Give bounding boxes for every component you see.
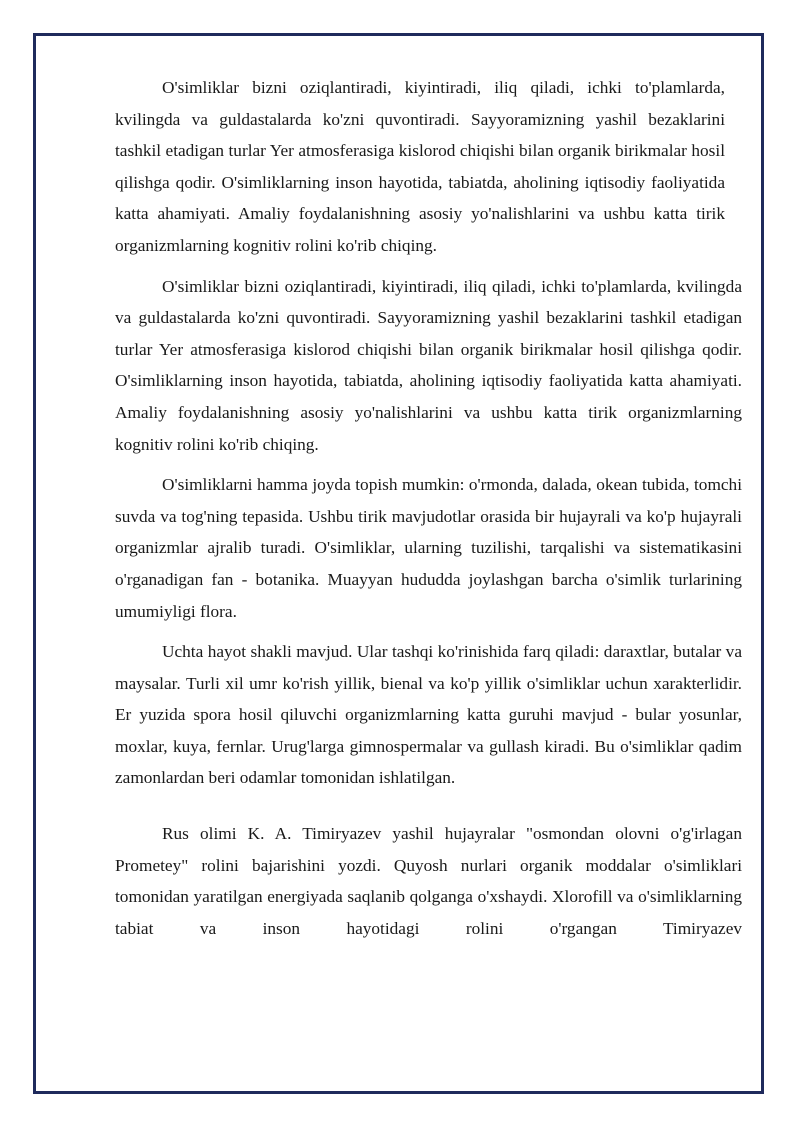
- document-body: [115, 72, 742, 944]
- paragraph-5: Rus olimi K. A. Timiryazev yashil hujayralar "osmondan olovni o'g'irlagan Prometey" rolini bajarishini yozdi. Quyosh nurlari organik moddalar o'simliklari tomonidan yaratilgan energiyada saqlanib qolganga o'xshaydi. Xlorofill va o'simliklarning tabiat va inson hayotidagi rolini o'rgangan Timiryazev: [115, 824, 742, 938]
- paragraph-1: O'simliklar bizni oziqlantiradi, kiyintiradi, iliq qiladi, ichki to'plamlarda, kvilingda va guldastalarda ko'zni quvontiradi. Sayyoramizning yashil bezaklarini tashkil etadigan turlar Yer atmosferasiga kislorod chiqishi bilan organik birikmalar hosil qilishga qodir. O'simliklarning inson hayotida, tabiatda, aholining iqtisodiy faoliyatida katta ahamiyati. Amaliy foydalanishning asosiy yo'nalishlarini va ushbu katta tirik organizmlarning kognitiv rolini ko'rib chiqing.: [115, 78, 725, 255]
- paragraph-2: O'simliklar bizni oziqlantiradi, kiyintiradi, iliq qiladi, ichki to'plamlarda, kvilingda va guldastalarda ko'zni quvontiradi. Sayyoramizning yashil bezaklarini tashkil etadigan turlar Yer atmosferasiga kislorod chiqishi bilan organik birikmalar hosil qilishga qodir. O'simliklarning inson hayotida, tabiatda, aholining iqtisodiy faoliyatida katta ahamiyati. Amaliy foydalanishning asosiy yo'nalishlarini va ushbu katta tirik organizmlarning kognitiv rolini ko'rib chiqing.: [115, 276, 742, 454]
- paragraph-3: O'simliklarni hamma joyda topish mumkin: o'rmonda, dalada, okean tubida, tomchi suvda va tog'ning tepasida. Ushbu tirik mavjudotlar orasida bir hujayrali va ko'p hujayrali organizmlar ajralib turadi. O'simliklar, ularning tuzilishi, tarqalishi va sistematikasini o'rganadigan fan - botanika. Muayyan hududda joylashgan barcha o'simlik turlarining umumiyligi flora.: [115, 475, 742, 621]
- paragraph-4: Uchta hayot shakli mavjud. Ular tashqi ko'rinishida farq qiladi: daraxtlar, butalar va maysalar. Turli xil umr ko'rish yillik, bienal va ko'p yillik o'simliklar uchun xarakterlidir. Er yuzida spora hosil qiluvchi organizmlarning katta guruhi mavjud - bular yosunlar, moxlar, kuya, fernlar. Urug'larga gimnospermalar va gullash kiradi. Bu o'simliklar qadim zamonlardan beri odamlar tomonidan ishlatilgan.: [115, 642, 742, 788]
